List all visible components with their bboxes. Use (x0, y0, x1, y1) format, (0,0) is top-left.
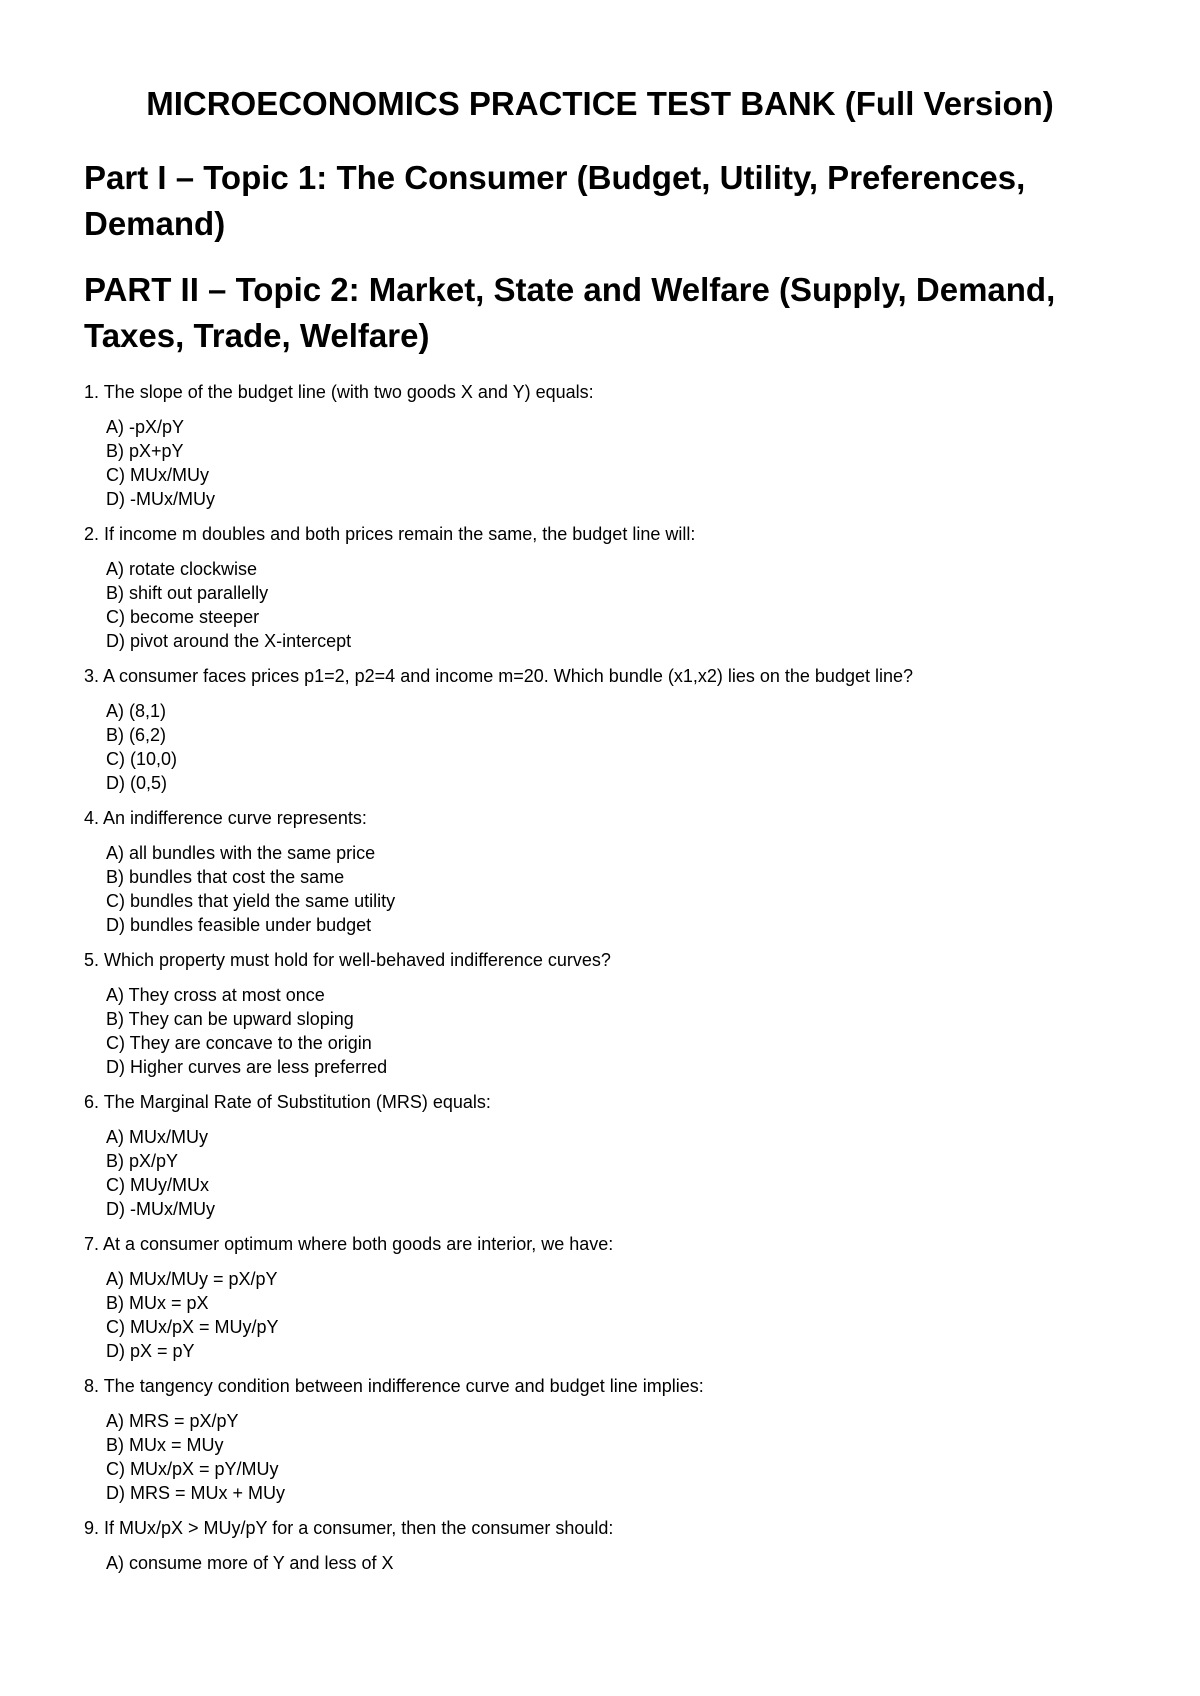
question-1 (84, 380, 1124, 511)
option-c: C) MUy/MUx (106, 1175, 209, 1195)
question-text: 7. At a consumer optimum where both goods are interior, we have: (84, 1234, 614, 1254)
question-3 (84, 664, 1124, 795)
part-one-heading: Part I – Topic 1: The Consumer (Budget, Utility, Preferences, Demand) (84, 159, 1026, 242)
option-b: B) MUx = MUy (106, 1435, 224, 1455)
option-b: B) They can be upward sloping (106, 1009, 354, 1029)
question-5 (84, 948, 1124, 1079)
question-8 (84, 1374, 1124, 1505)
question-9 (84, 1516, 1124, 1575)
option-d: D) pX = pY (106, 1341, 195, 1361)
option-c: C) become steeper (106, 607, 260, 627)
option-b: B) bundles that cost the same (106, 867, 345, 887)
option-c: C) They are concave to the origin (106, 1033, 372, 1053)
question-text: 5. Which property must hold for well-behaved indifference curves? (84, 950, 611, 970)
option-a: A) all bundles with the same price (106, 843, 376, 863)
option-a: A) (8,1) (106, 701, 167, 721)
question-6 (84, 1090, 1124, 1221)
question-text: 2. If income m doubles and both prices remain the same, the budget line will: (84, 524, 696, 544)
part-two-heading: PART II – Topic 2: Market, State and Welfare (Supply, Demand, Taxes, Trade, Welfare) (84, 271, 1056, 354)
option-a: A) -pX/pY (106, 417, 185, 437)
option-a: A) MUx/MUy (106, 1127, 208, 1147)
question-list (84, 380, 1124, 1586)
option-a: A) MUx/MUy = pX/pY (106, 1269, 278, 1289)
question-4 (84, 806, 1124, 937)
question-text: 3. A consumer faces prices p1=2, p2=4 and income m=20. Which bundle (x1,x2) lies on the budget line? (84, 666, 914, 686)
option-c: C) bundles that yield the same utility (106, 891, 396, 911)
option-c: C) MUx/pX = MUy/pY (106, 1317, 279, 1337)
question-text: 9. If MUx/pX > MUy/pY for a consumer, then the consumer should: (84, 1518, 614, 1538)
option-b: B) pX/pY (106, 1151, 179, 1171)
question-text: 6. The Marginal Rate of Substitution (MRS) equals: (84, 1092, 491, 1112)
question-7 (84, 1232, 1124, 1363)
option-a: A) consume more of Y and less of X (106, 1553, 394, 1573)
option-d: D) MRS = MUx + MUy (106, 1483, 286, 1503)
option-c: C) MUx/MUy (106, 465, 209, 485)
question-text: 4. An indifference curve represents: (84, 808, 367, 828)
option-b: B) MUx = pX (106, 1293, 209, 1313)
option-d: D) (0,5) (106, 773, 168, 793)
option-d: D) bundles feasible under budget (106, 915, 372, 935)
option-b: B) pX+pY (106, 441, 184, 461)
option-d: D) -MUx/MUy (106, 489, 215, 509)
question-2 (84, 522, 1124, 653)
option-c: C) MUx/pX = pY/MUy (106, 1459, 279, 1479)
option-b: B) (6,2) (106, 725, 167, 745)
option-d: D) -MUx/MUy (106, 1199, 215, 1219)
option-b: B) shift out parallelly (106, 583, 269, 603)
question-text: 8. The tangency condition between indifference curve and budget line implies: (84, 1376, 704, 1396)
document-title: MICROECONOMICS PRACTICE TEST BANK (Full Version) (146, 85, 1054, 122)
question-text: 1. The slope of the budget line (with two goods X and Y) equals: (84, 382, 594, 402)
option-a: A) rotate clockwise (106, 559, 258, 579)
option-d: D) Higher curves are less preferred (106, 1057, 388, 1077)
option-d: D) pivot around the X-intercept (106, 631, 352, 651)
option-a: A) They cross at most once (106, 985, 325, 1005)
option-c: C) (10,0) (106, 749, 178, 769)
option-a: A) MRS = pX/pY (106, 1411, 239, 1431)
